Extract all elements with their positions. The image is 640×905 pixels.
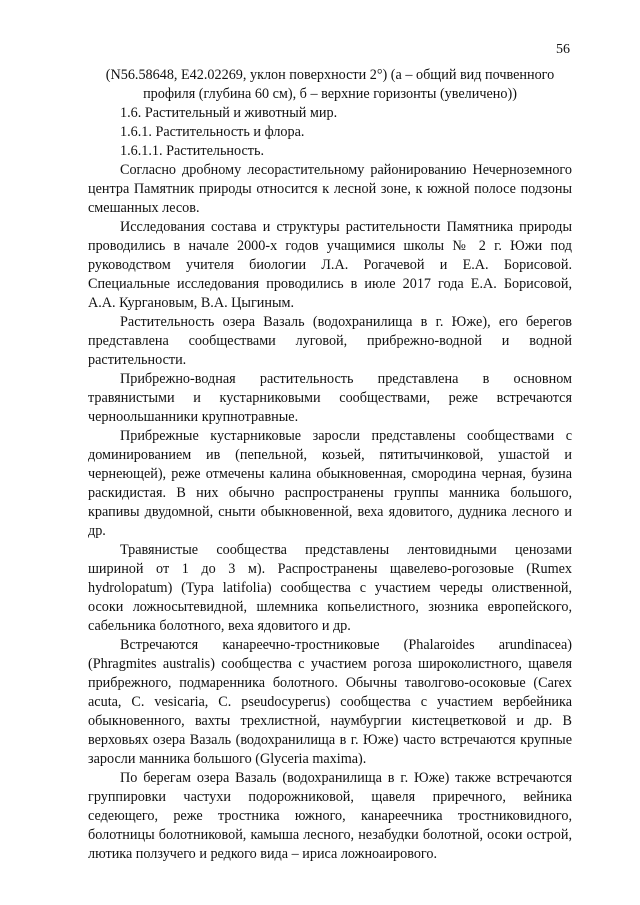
paragraph-reed-communities: Встречаются канареечно-тростниковые (Phalaroides arundinacea) (Phragmites australis) сообщества с участием рогоза широколистного, щавеля прибрежного, подмаренника болотного. Обычны таволгово-осоковые (Carex acuta, C. vesicaria, C. pseudocyperus) сообщества с участием вербейника обыкновенного, вахты трехлистной, наумбургии кистецветковой и др. В верховьях озера Вазаль (водохранилища в г. Юже) часто встречаются крупные заросли манника большого (Glyceria maxima). xyxy=(88,637,572,767)
subsection-heading: 1.6.1. Растительность и флора. xyxy=(120,124,305,140)
paragraph-research: Исследования состава и структуры растительности Памятника природы проводились в начале 2000-х годов учащимися школы № 2 г. Южи под руководством учителя биологии Л.А. Рогачевой и Е.А. Борисовой. Специальные исследования проводились в июле 2017 года Е.А. Борисовой, А.А. Кургановым, В.А. Цыгиным. xyxy=(88,219,572,311)
paragraph-lake-vegetation: Растительность озера Вазаль (водохранилища в г. Юже), его берегов представлена сообществами луговой, прибрежно-водной и водной растительности. xyxy=(88,314,572,368)
subsubsection-heading: 1.6.1.1. Растительность. xyxy=(120,143,264,159)
document-body xyxy=(88,66,572,864)
paragraph-zoning: Согласно дробному лесорастительному районированию Нечерноземного центра Памятник природы относится к лесной зоне, к южной полосе подзоны смешанных лесов. xyxy=(88,162,572,216)
section-heading: 1.6. Растительный и животный мир. xyxy=(120,105,338,121)
paragraph-shrub-thickets: Прибрежные кустарниковые заросли представлены сообществами с доминированием ив (пепельной, козьей, пятитычинковой, ушастой и чернеющей), реже отмечены калина обыкновенная, смородина черная, бузина раскидистая. В них обычно распространены группы манника большого, крапивы двудомной, сныти обыкновенной, веха ядовитого, дудника лесного и др. xyxy=(88,428,572,539)
figure-caption: (N56.58648, E42.02269, уклон поверхности 2°) (а – общий вид почвенного профиля (глубина 60 см), б – верхние горизонты (увеличено)) xyxy=(105,67,555,102)
paragraph-shore-groups: По берегам озера Вазаль (водохранилища в г. Юже) также встречаются группировки частухи подорожниковой, щавеля приречного, вейника седеющего, реже тростника южного, канареечника тростниковидного, болотницы болотниковой, камыша лесного, незабудки болотной, осоки острой, лютика ползучего и редкого вида – ириса ложноаирового. xyxy=(88,770,572,862)
paragraph-coastal-aquatic: Прибрежно-водная растительность представлена в основном травянистыми и кустарниковыми сообществами, реже встречаются черноольшанники крупнотравные. xyxy=(88,371,572,425)
paragraph-herbaceous: Травянистые сообщества представлены лентовидными ценозами шириной от 1 до 3 м). Распространены щавелево-рогозовые (Rumex hydrolopatum) (Typa latifolia) сообщества с участием череды олиственной, осоки ложносытевидной, шлемника копьелистного, зюзника европейского, сабельника болотного, веха ядовитого и др. xyxy=(88,542,572,634)
page-number: 56 xyxy=(556,42,570,57)
